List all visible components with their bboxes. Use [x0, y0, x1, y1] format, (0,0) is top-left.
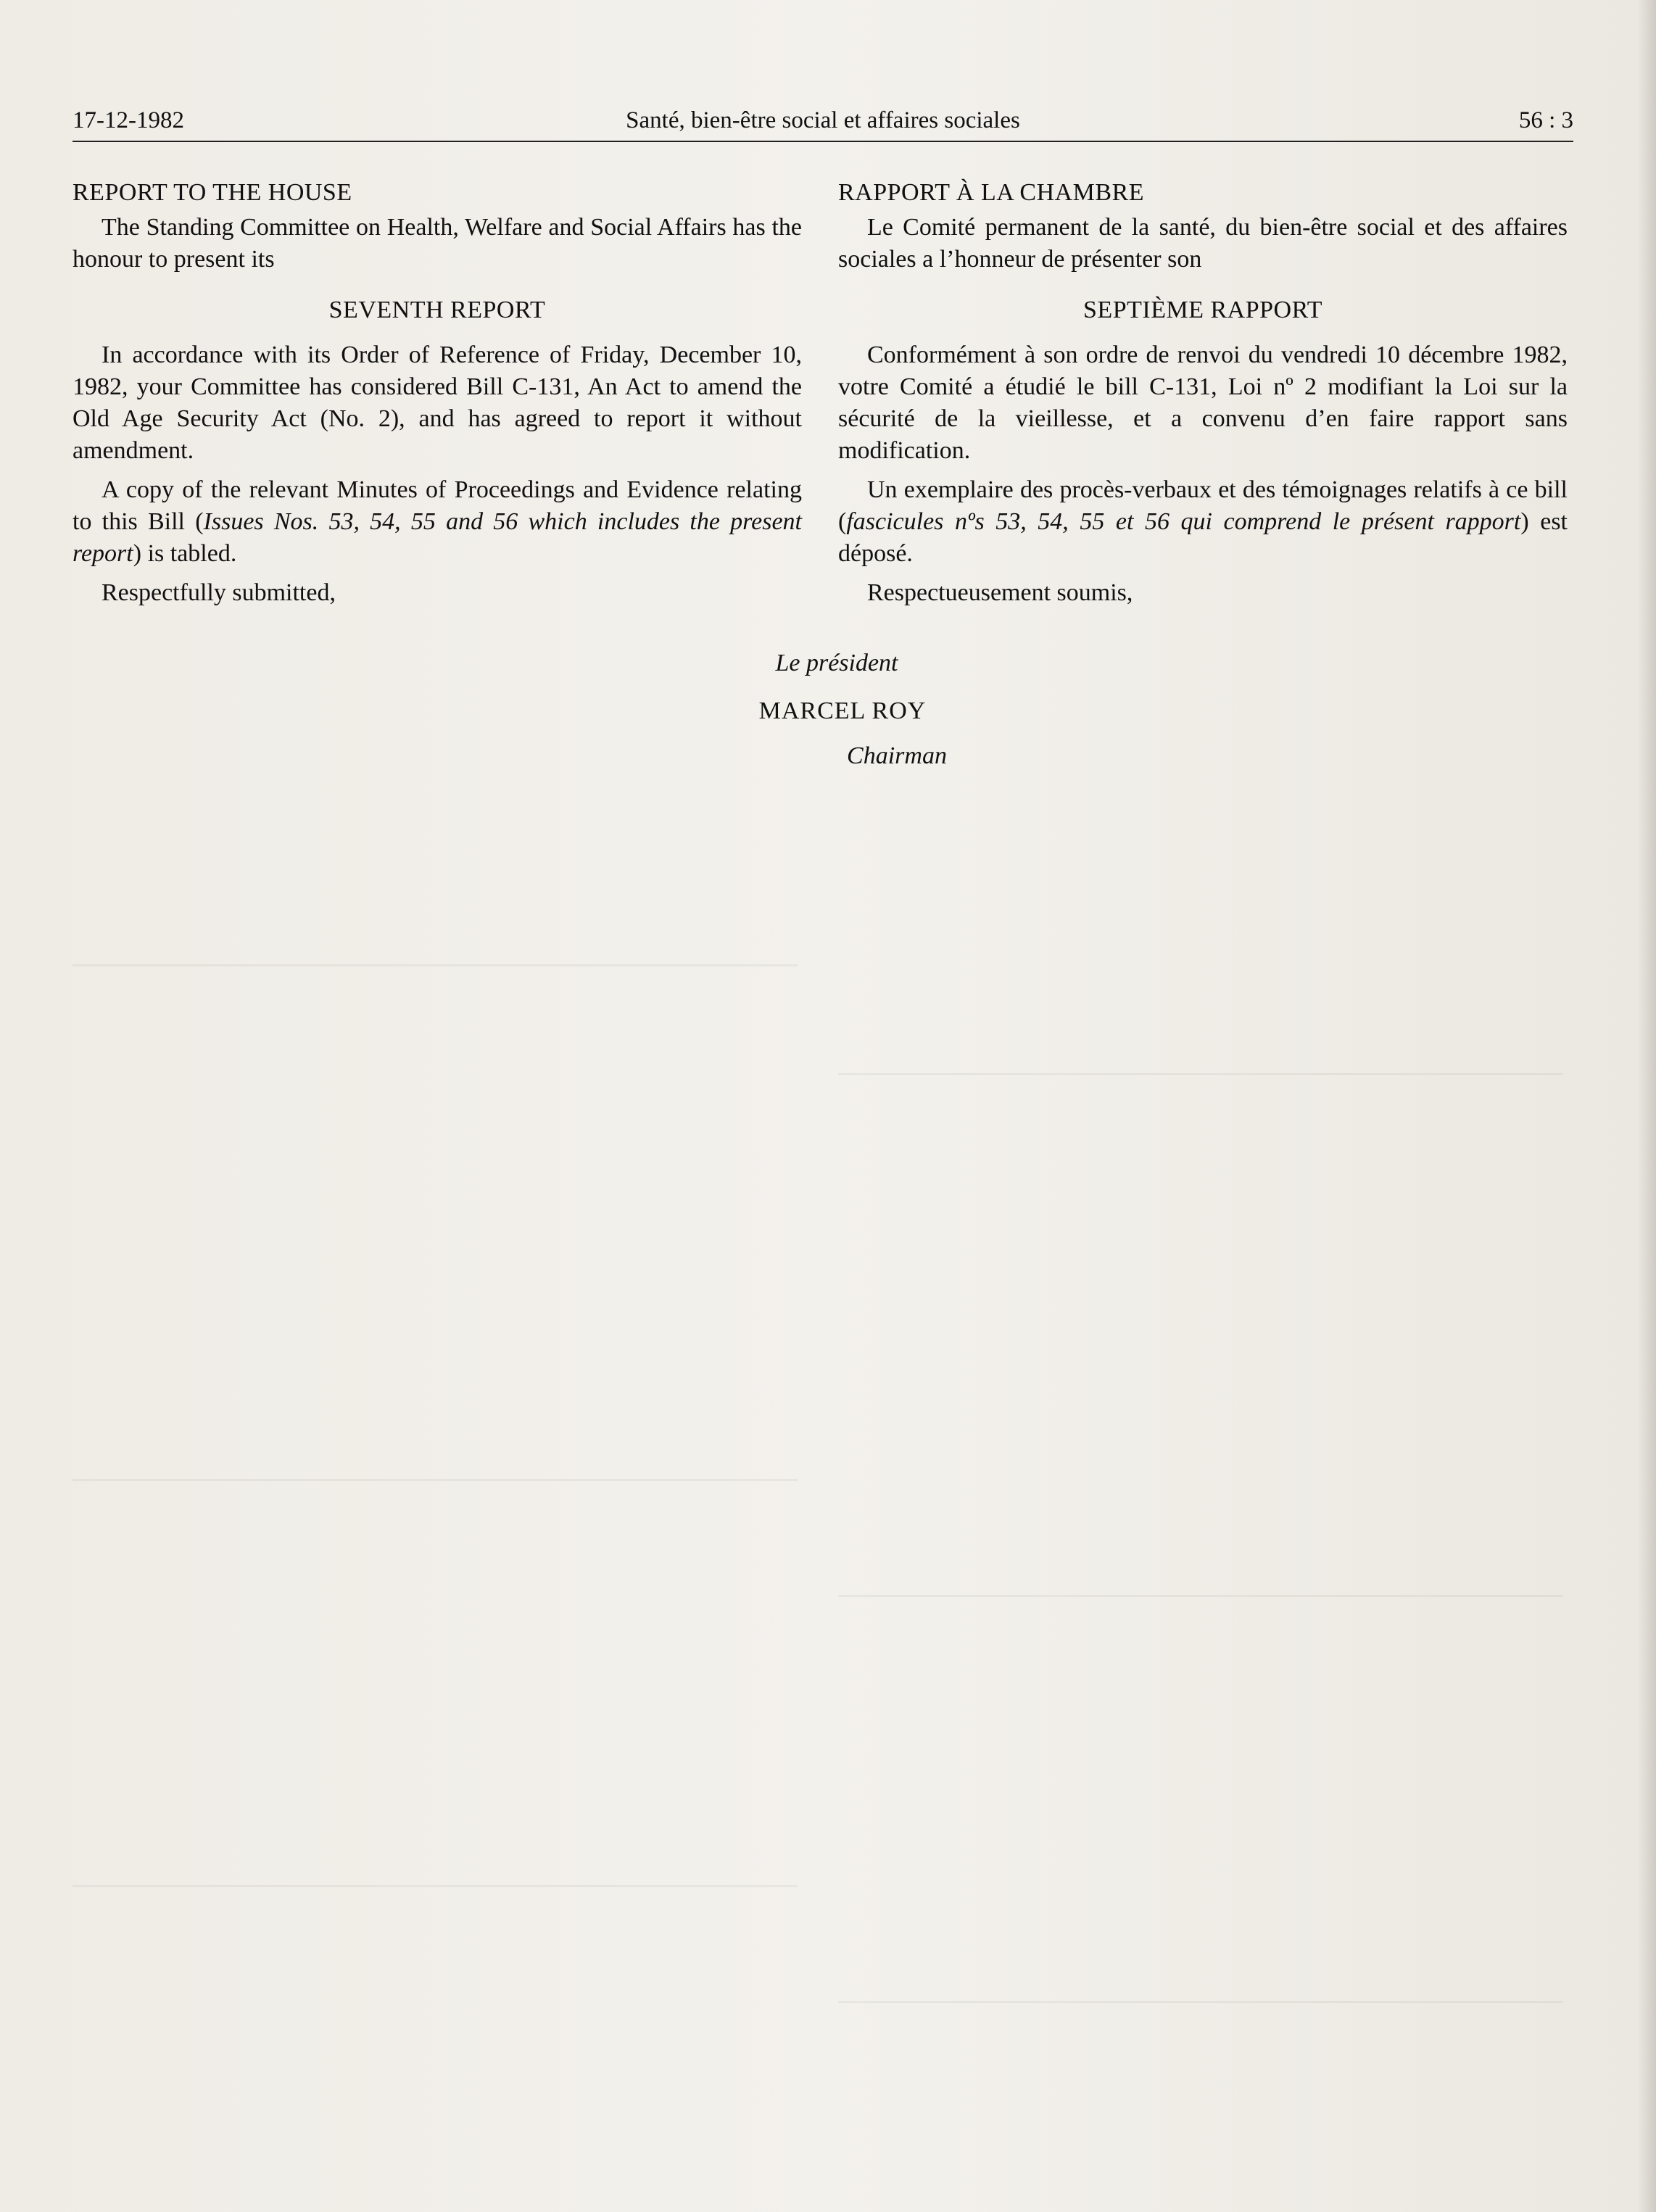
signature-block [0, 645, 1656, 774]
report-title-en: SEVENTH REPORT [328, 297, 546, 323]
para2-text-fr: Un exemplaire des procès-verbaux et des témoignages relatifs à ce bill ( [838, 476, 1568, 535]
issues-reference-en: Issues Nos. 53, 54, 55 and 56 which includes the present report [73, 508, 802, 567]
bleed-through-mark [838, 1073, 1563, 1075]
french-column [838, 177, 1568, 616]
chairman-title-fr: Le président [775, 650, 898, 676]
chairman-name: MARCEL ROY [758, 697, 927, 724]
header-rule [73, 141, 1573, 142]
report-heading-fr: RAPPORT À LA CHAMBRE [838, 179, 1145, 206]
para2-text-en: A copy of the relevant Minutes of Proceedings and Evidence relating to this Bill ( [73, 476, 802, 535]
header-date: 17-12-1982 [73, 107, 184, 133]
paragraph-minutes-tabled-fr [838, 474, 1568, 570]
page-edge-shadow [1637, 0, 1656, 2212]
chairman-title-en: Chairman [847, 742, 947, 769]
paragraph-minutes-tabled-en [73, 474, 802, 570]
closing-fr: Respectueusement soumis, [867, 579, 1133, 606]
bleed-through-mark [838, 1595, 1563, 1597]
bleed-through-mark [73, 1885, 798, 1887]
report-title-fr: SEPTIÈME RAPPORT [1083, 297, 1322, 323]
intro-fr: Le Comité permanent de la santé, du bien-être social et des affaires sociales a l’honneur de présenter son [838, 214, 1568, 273]
para2-end-en: ) is tabled. [133, 540, 237, 567]
running-header [73, 107, 1573, 144]
paragraph-order-of-reference-en: In accordance with its Order of Reference of Friday, December 10, 1982, your Committee has considered Bill C-131, An Act to amend the Old Age Security Act (No. 2), and has agreed to report it without amendment. [73, 341, 802, 464]
english-column [73, 177, 802, 616]
header-title: Santé, bien-être social et affaires sociales [626, 107, 1020, 133]
bleed-through-mark [838, 2001, 1563, 2003]
bleed-through-mark [73, 1479, 798, 1481]
paragraph-order-of-reference-fr: Conformément à son ordre de renvoi du vendredi 10 décembre 1982, votre Comité a étudié le bill C-131, Loi nº 2 modifiant la Loi sur la sécurité de la vieillesse, et a convenu d’en faire rapport sans modification. [838, 341, 1568, 464]
bleed-through-mark [73, 964, 798, 966]
report-heading-en: REPORT TO THE HOUSE [73, 179, 352, 206]
para2-end-fr: ) est déposé. [838, 508, 1568, 567]
issues-reference-fr: fascicules nºs 53, 54, 55 et 56 qui comprend le présent rapport [846, 508, 1521, 535]
page-number: 56 : 3 [1518, 107, 1573, 133]
closing-en: Respectfully submitted, [102, 579, 336, 606]
intro-en: The Standing Committee on Health, Welfare and Social Affairs has the honour to present its [73, 214, 802, 273]
